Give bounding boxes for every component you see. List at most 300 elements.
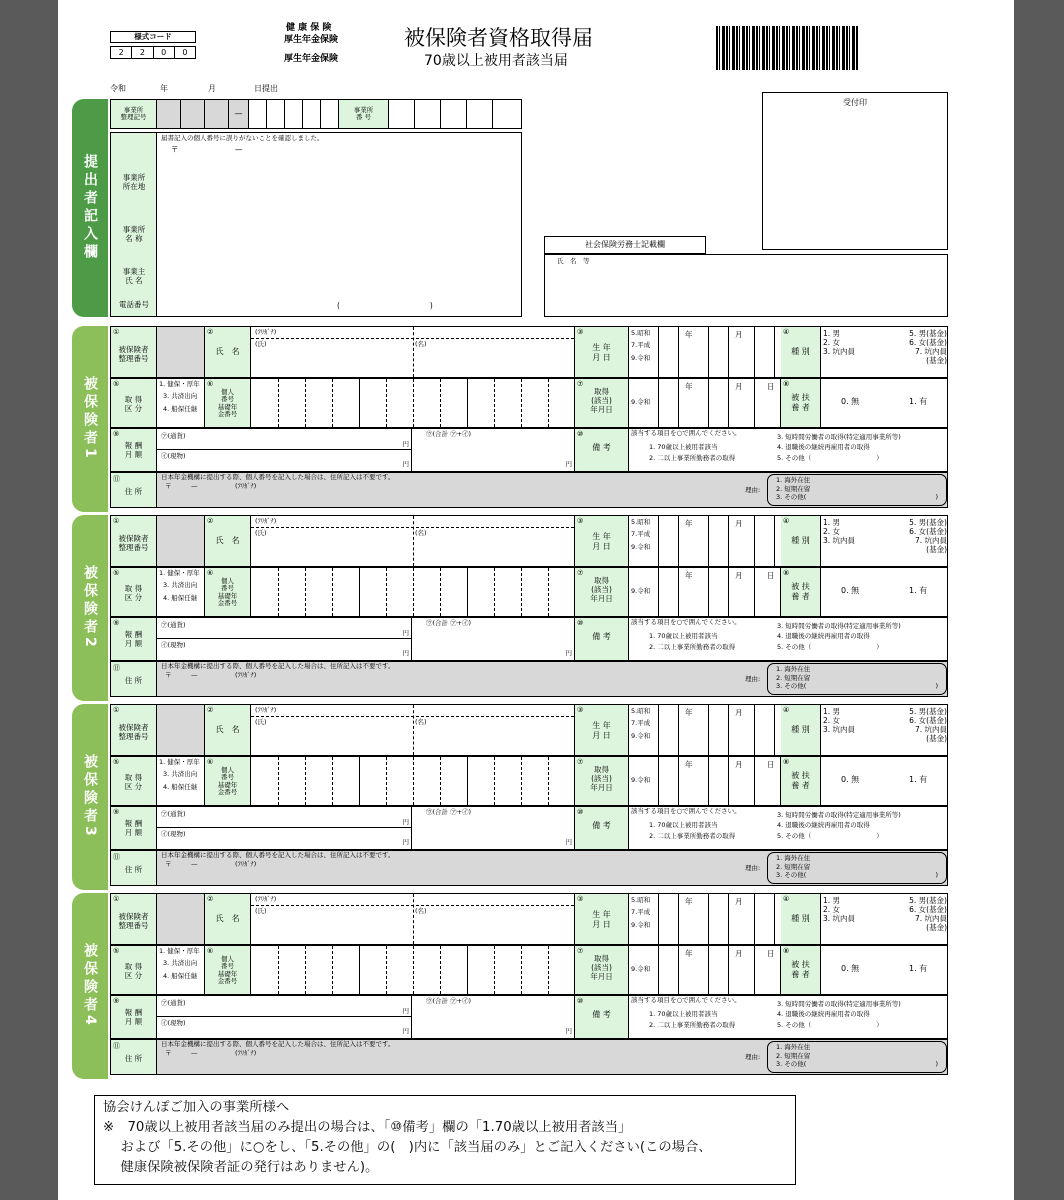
year-unit: 年 (685, 382, 693, 391)
wage-total-input[interactable] (411, 429, 575, 471)
stamp-box (762, 92, 948, 250)
remarks-option[interactable]: 2. 二以上事業所勤務者の取得 (649, 832, 736, 840)
field-number: ⑧ (783, 569, 790, 577)
type-option[interactable]: 6. 女(基金) (909, 716, 947, 725)
notice-line: および「5.その他」に○をし、「5.その他」の( )内に「該当届のみ」とご記入ください(この場合、 (103, 1139, 712, 1155)
type-option-suffix: (基金) (926, 356, 947, 365)
wage-currency-label: ㋐(通貨) (161, 432, 186, 440)
acq-option[interactable]: 4. 船保任継 (163, 593, 198, 602)
type-option[interactable]: 7. 坑内員 (914, 914, 947, 923)
insured-row-3 (110, 428, 948, 472)
address-label: 住 所 (124, 676, 143, 685)
wage-total-label: ㋒(合計 ㋐+㋑) (426, 430, 472, 438)
remarks-option[interactable]: 1. 70歳以上被用者該当 (649, 821, 718, 829)
type-option[interactable]: 5. 男(基金) (909, 896, 947, 905)
field-number: ④ (783, 895, 790, 903)
remarks-option[interactable]: 3. 短時間労働者の取得(特定適用事業所等) (777, 433, 901, 441)
acq-option[interactable]: 1. 健保・厚年 (159, 569, 200, 577)
type-option[interactable]: 1. 男 (823, 518, 841, 527)
sharoushi-box[interactable] (544, 254, 948, 317)
acq-option[interactable]: 3. 共済出向 (163, 959, 198, 968)
birth-label: 生 年 月 日 (592, 910, 611, 929)
month-unit: 月 (735, 760, 743, 769)
field-number: ⑨ (113, 997, 120, 1005)
insured-side-label: 被保険者2 (72, 515, 108, 701)
insured-no-input[interactable] (157, 705, 205, 755)
phone-label: 電話番号 (119, 300, 149, 309)
type-option[interactable]: 1. 男 (823, 329, 841, 338)
acq-option[interactable]: 1. 健保・厚年 (159, 758, 200, 766)
field-number: ⑪ (113, 1042, 120, 1050)
field-number: ⑪ (113, 475, 120, 483)
office-no-input[interactable] (415, 100, 441, 128)
insured-side-label: 被保険者4 (72, 893, 108, 1079)
field-number: ⑨ (113, 619, 120, 627)
name-input[interactable] (251, 327, 575, 377)
insured-row-2 (110, 567, 948, 617)
era-option[interactable]: 9.令和 (631, 731, 651, 740)
insurance-type-2: 厚生年金保険 (284, 35, 339, 45)
remarks-option[interactable]: 4. 退職後の継続再雇用者の取得 (777, 443, 870, 451)
wage-currency-label: ㋐(通貨) (161, 621, 186, 629)
field-number: ④ (783, 706, 790, 714)
digit-separator (413, 946, 414, 994)
type-option[interactable]: 7. 坑内員 (914, 536, 947, 545)
field-number: ④ (783, 517, 790, 525)
insured-no-label: 被保険者 整理番号 (118, 534, 149, 552)
acq-type-options[interactable] (157, 379, 205, 427)
era-option[interactable]: 7.平成 (631, 908, 651, 917)
acq-type-label: 取 得 区 分 (124, 584, 143, 602)
reason-options[interactable] (767, 852, 947, 884)
yen-unit: 円 (402, 629, 409, 637)
era-option[interactable]: 7.平成 (631, 530, 651, 539)
surname-label: (氏) (255, 340, 267, 348)
digit-separator (467, 568, 468, 616)
era-option[interactable]: 5.昭和 (631, 707, 651, 715)
yen-unit: 円 (402, 1027, 409, 1035)
remarks-option[interactable]: 2. 二以上事業所勤務者の取得 (649, 643, 736, 651)
era-option[interactable]: 9.令和 (631, 965, 651, 973)
acq-type-options[interactable] (157, 757, 205, 805)
insured-block (58, 326, 1014, 512)
mynumber-input[interactable] (251, 379, 575, 427)
remarks-option[interactable]: 5. その他（ ） (777, 832, 883, 840)
remarks-label: 備 考 (592, 821, 611, 830)
acq-option[interactable]: 1. 健保・厚年 (159, 380, 200, 388)
acq-date-label: 取得 (該当) 年月日 (590, 765, 613, 792)
acq-type-options[interactable] (157, 568, 205, 616)
field-number: ② (207, 328, 214, 336)
type-option[interactable]: 2. 女 (823, 527, 841, 536)
field-number: ③ (577, 328, 584, 336)
remarks-option[interactable]: 4. 退職後の継続再雇用者の取得 (777, 632, 870, 640)
reason-options[interactable] (767, 474, 947, 506)
reason-label: 理由: (745, 675, 761, 683)
day-unit: 日 (767, 571, 775, 580)
reason-option[interactable]: 1. 海外在住 (776, 476, 811, 484)
type-option[interactable]: 6. 女(基金) (909, 905, 947, 914)
acq-type-label: 取 得 区 分 (124, 962, 143, 980)
reason-label: 理由: (745, 864, 761, 872)
insured-no-input[interactable] (157, 516, 205, 566)
date-year: 年 (160, 84, 168, 93)
remarks-option[interactable]: 3. 短時間労働者の取得(特定適用事業所等) (777, 622, 901, 630)
acq-option[interactable]: 3. 共済出向 (163, 392, 198, 401)
wage-label: 報 酬 月 額 (124, 1008, 143, 1026)
furigana-label: (ﾌﾘｶﾞﾅ) (255, 895, 277, 903)
field-number: ⑤ (113, 380, 120, 388)
insured-row-4 (110, 850, 948, 886)
remarks-option[interactable]: 5. その他（ ） (777, 1021, 883, 1029)
digit-separator (386, 379, 387, 427)
mynumber-input[interactable] (251, 946, 575, 994)
remarks-option[interactable]: 4. 退職後の継続再雇用者の取得 (777, 821, 870, 829)
remarks-options[interactable] (631, 618, 947, 651)
type-options[interactable] (823, 896, 947, 932)
name-label: 氏 名 (215, 914, 240, 923)
office-code-label: 事業所 整理記号 (111, 100, 157, 128)
digit-separator (332, 379, 333, 427)
digit-separator (332, 568, 333, 616)
remarks-option[interactable]: 3. 短時間労働者の取得(特定適用事業所等) (777, 811, 901, 819)
birth-label: 生 年 月 日 (592, 532, 611, 551)
reason-option[interactable]: 2. 短期在留 (776, 485, 811, 494)
reason-option[interactable]: 3. その他( (776, 870, 807, 879)
digit-separator (467, 946, 468, 994)
reason-option[interactable]: 1. 海外在住 (776, 854, 811, 862)
digit-separator (548, 568, 549, 616)
address-input[interactable] (159, 680, 745, 696)
mynumber-label: 個人 番号 (221, 388, 234, 404)
insured-side-label: 被保険者3 (72, 704, 108, 890)
type-option[interactable]: 6. 女(基金) (909, 338, 947, 347)
reason-option[interactable]: 1. 海外在住 (776, 1043, 811, 1051)
wage-kind-label: ㋑(現物) (161, 641, 186, 649)
acq-option[interactable]: 4. 船保任継 (163, 971, 198, 980)
acq-date-label: 取得 (該当) 年月日 (590, 576, 613, 603)
field-number: ⑧ (783, 758, 790, 766)
field-number: ⑩ (577, 808, 584, 816)
wage-total-input[interactable] (411, 618, 575, 660)
name-label: 氏 名 (215, 536, 240, 545)
insured-row-1 (110, 515, 948, 567)
address-input[interactable] (159, 491, 745, 507)
dependent-option-yes[interactable]: 1. 有 (909, 586, 928, 595)
confirm-text: 届書記入の個人番号に誤りがないことを確認しました。 (161, 134, 324, 142)
remarks-option[interactable]: 2. 二以上事業所勤務者の取得 (649, 1021, 736, 1029)
office-no-input[interactable] (467, 100, 493, 128)
type-option[interactable]: 3. 坑内員 (823, 914, 856, 923)
era-option[interactable]: 9.令和 (631, 776, 651, 784)
yen-unit: 円 (565, 460, 572, 468)
wage-input[interactable] (157, 618, 411, 660)
acq-date-label: 取得 (該当) 年月日 (590, 387, 613, 414)
type-option[interactable]: 1. 男 (823, 707, 841, 716)
address-label: 住 所 (124, 865, 143, 874)
field-number: ⑩ (577, 430, 584, 438)
yen-unit: 円 (565, 649, 572, 657)
insured-row-2 (110, 945, 948, 995)
remarks-option[interactable]: 1. 70歳以上被用者該当 (649, 443, 718, 451)
type-option[interactable]: 2. 女 (823, 905, 841, 914)
field-number: ⑤ (113, 758, 120, 766)
office-code-input[interactable] (303, 100, 321, 128)
field-number: ③ (577, 517, 584, 525)
type-options[interactable] (823, 707, 947, 743)
type-label: 種 別 (791, 536, 810, 545)
address-postal: 〒 — (165, 671, 198, 679)
remarks-options[interactable] (631, 429, 947, 462)
digit-separator (440, 946, 441, 994)
address-note: 日本年金機構に提出する際、個人番号を記入した場合は、住所記入は不要です。 (161, 473, 395, 481)
reason-option[interactable]: 1. 海外在住 (776, 665, 811, 673)
dependent-option-yes[interactable]: 1. 有 (909, 964, 928, 973)
type-option[interactable]: 3. 坑内員 (823, 536, 856, 545)
name-label: 氏 名 (215, 725, 240, 734)
dependent-option-no[interactable]: 0. 無 (841, 775, 860, 784)
month-unit: 月 (735, 949, 743, 958)
type-options[interactable] (823, 518, 947, 554)
era-option[interactable]: 9.令和 (631, 353, 651, 362)
acq-type-options[interactable] (157, 946, 205, 994)
digit-separator (359, 757, 360, 805)
day-unit: 日 (767, 760, 775, 769)
acq-option[interactable]: 1. 健保・厚年 (159, 947, 200, 955)
digit-separator (467, 757, 468, 805)
furigana-label: (ﾌﾘｶﾞﾅ) (255, 517, 277, 525)
field-number: ⑪ (113, 853, 120, 861)
remarks-label: 備 考 (592, 1010, 611, 1019)
insured-no-input[interactable] (157, 327, 205, 377)
field-number: ⑦ (577, 569, 584, 577)
name-input[interactable] (251, 705, 575, 755)
type-option-suffix: (基金) (926, 734, 947, 743)
digit-separator (386, 568, 387, 616)
furigana-label: (ﾌﾘｶﾞﾅ) (255, 328, 277, 336)
acq-option[interactable]: 4. 船保任継 (163, 404, 198, 413)
reason-options[interactable] (767, 1041, 947, 1073)
insured-row-2 (110, 378, 948, 428)
wage-total-input[interactable] (411, 996, 575, 1038)
digit-separator (548, 757, 549, 805)
field-number: ⑦ (577, 947, 584, 955)
mynumber-input[interactable] (251, 757, 575, 805)
era-option[interactable]: 9.令和 (631, 587, 651, 595)
code-digit: 2 (111, 47, 132, 58)
mynumber-label: 個人 番号 (221, 577, 234, 593)
dependent-option-no[interactable]: 0. 無 (841, 964, 860, 973)
era-option[interactable]: 5.昭和 (631, 896, 651, 904)
reason-label: 理由: (745, 486, 761, 494)
wage-total-label: ㋒(合計 ㋐+㋑) (426, 997, 472, 1005)
dependent-option-yes[interactable]: 1. 有 (909, 775, 928, 784)
reason-option[interactable]: 2. 短期在留 (776, 674, 811, 683)
digit-separator (494, 568, 495, 616)
acq-type-label: 取 得 区 分 (124, 395, 143, 413)
era-option[interactable]: 5.昭和 (631, 329, 651, 337)
era-option[interactable]: 9.令和 (631, 920, 651, 929)
type-option[interactable]: 6. 女(基金) (909, 527, 947, 536)
field-number: ④ (783, 328, 790, 336)
acq-option[interactable]: 3. 共済出向 (163, 770, 198, 779)
era-option[interactable]: 9.令和 (631, 542, 651, 551)
office-code-input[interactable] (267, 100, 285, 128)
field-number: ⑥ (207, 947, 214, 955)
type-option[interactable]: 7. 坑内員 (914, 725, 947, 734)
era-option[interactable]: 9.令和 (631, 398, 651, 406)
pension-no-label: 基礎年 金番号 (217, 591, 238, 608)
office-code-input[interactable] (249, 100, 267, 128)
year-unit: 年 (685, 897, 693, 906)
office-info-box (110, 132, 522, 317)
insured-row-1 (110, 326, 948, 378)
digit-separator (305, 379, 306, 427)
pension-no-label: 基礎年 金番号 (217, 969, 238, 986)
office-code-row (110, 99, 522, 129)
wage-total-input[interactable] (411, 807, 575, 849)
reason-option[interactable]: 3. その他( (776, 681, 807, 690)
month-unit: 月 (735, 382, 743, 391)
insured-row-4 (110, 472, 948, 508)
digit-separator (521, 946, 522, 994)
remarks-option[interactable]: 5. その他（ ） (777, 454, 883, 462)
wage-label: 報 酬 月 額 (124, 441, 143, 459)
form-subtitle: 70歳以上被用者該当届 (424, 53, 568, 69)
remarks-option[interactable]: 2. 二以上事業所勤務者の取得 (649, 454, 736, 462)
office-code-input[interactable] (285, 100, 303, 128)
code-digit: 2 (132, 47, 153, 58)
yen-unit: 円 (402, 818, 409, 826)
field-number: ⑨ (113, 430, 120, 438)
type-option[interactable]: 3. 坑内員 (823, 725, 856, 734)
acq-date-label: 取得 (該当) 年月日 (590, 954, 613, 981)
digit-separator (359, 379, 360, 427)
wage-total-label: ㋒(合計 ㋐+㋑) (426, 619, 472, 627)
reason-option[interactable]: 3. その他( (776, 492, 807, 501)
era-option[interactable]: 7.平成 (631, 719, 651, 728)
address-note: 日本年金機構に提出する際、個人番号を記入した場合は、住所記入は不要です。 (161, 1040, 395, 1048)
dependent-option-yes[interactable]: 1. 有 (909, 397, 928, 406)
insurance-type-1: 健 康 保 険 (286, 23, 332, 33)
address-input[interactable] (159, 869, 745, 885)
type-label: 種 別 (791, 347, 810, 356)
office-code-input[interactable] (321, 100, 339, 128)
field-number: ⑥ (207, 758, 214, 766)
field-number: ③ (577, 895, 584, 903)
mynumber-label: 個人 番号 (221, 955, 234, 971)
reason-option[interactable]: 2. 短期在留 (776, 863, 811, 872)
given-name-label: (名) (415, 907, 427, 915)
wage-input[interactable] (157, 807, 411, 849)
acq-option[interactable]: 4. 船保任継 (163, 782, 198, 791)
address-furigana: (ﾌﾘｶﾞﾅ) (235, 671, 257, 679)
wage-label: 報 酬 月 額 (124, 630, 143, 648)
submitter-side-label: 提出者記入欄 (72, 99, 108, 317)
type-option[interactable]: 5. 男(基金) (909, 329, 947, 338)
wage-input[interactable] (157, 996, 411, 1038)
insured-no-input[interactable] (157, 894, 205, 944)
digit-separator (440, 757, 441, 805)
field-number: ⑦ (577, 758, 584, 766)
remarks-option[interactable]: 1. 70歳以上被用者該当 (649, 1010, 718, 1018)
remarks-options[interactable] (631, 996, 947, 1029)
field-number: ① (113, 706, 120, 714)
name-input[interactable] (251, 894, 575, 944)
type-option[interactable]: 5. 男(基金) (909, 518, 947, 527)
name-input[interactable] (251, 516, 575, 566)
phone-input[interactable]: ( ) (337, 301, 433, 310)
field-number: ① (113, 517, 120, 525)
digit-separator (494, 757, 495, 805)
era-option[interactable]: 7.平成 (631, 341, 651, 350)
dependent-label: 被 扶 養 者 (791, 582, 810, 601)
office-no-input[interactable] (389, 100, 415, 128)
month-unit: 月 (735, 330, 743, 339)
code-digit: 0 (154, 47, 175, 58)
acq-option[interactable]: 3. 共済出向 (163, 581, 198, 590)
field-number: ⑧ (783, 380, 790, 388)
dependent-option-no[interactable]: 0. 無 (841, 397, 860, 406)
reason-option[interactable]: 2. 短期在留 (776, 1052, 811, 1061)
digit-separator (467, 379, 468, 427)
office-no-input[interactable] (441, 100, 467, 128)
insured-row-4 (110, 661, 948, 697)
type-option[interactable]: 2. 女 (823, 338, 841, 347)
date-day: 日提出 (254, 84, 278, 93)
digit-separator (278, 568, 279, 616)
field-number: ① (113, 895, 120, 903)
address-input[interactable] (159, 1058, 745, 1074)
address-postal: 〒 — (165, 482, 198, 490)
remarks-option[interactable]: 4. 退職後の継続再雇用者の取得 (777, 1010, 870, 1018)
barcode-icon (716, 26, 858, 70)
type-option[interactable]: 2. 女 (823, 716, 841, 725)
type-option[interactable]: 7. 坑内員 (914, 347, 947, 356)
reason-option[interactable]: 3. その他( (776, 1059, 807, 1068)
type-option[interactable]: 1. 男 (823, 896, 841, 905)
reason-paren: ) (935, 681, 938, 690)
digit-separator (332, 946, 333, 994)
dependent-label: 被 扶 養 者 (791, 393, 810, 412)
remarks-option[interactable]: 3. 短時間労働者の取得(特定適用事業所等) (777, 1000, 901, 1008)
stamp-label: 受付印 (843, 98, 867, 107)
yen-unit: 円 (402, 838, 409, 846)
pension-no-label: 基礎年 金番号 (217, 402, 238, 419)
wage-input[interactable] (157, 429, 411, 471)
type-option[interactable]: 5. 男(基金) (909, 707, 947, 716)
office-address-input[interactable] (159, 151, 519, 301)
dependent-option-no[interactable]: 0. 無 (841, 586, 860, 595)
code-digit: 0 (182, 47, 188, 57)
remarks-option[interactable]: 1. 70歳以上被用者該当 (649, 632, 718, 640)
remarks-option[interactable]: 5. その他（ ） (777, 643, 883, 651)
type-label: 種 別 (791, 725, 810, 734)
insured-row-4 (110, 1039, 948, 1075)
mynumber-input[interactable] (251, 568, 575, 616)
type-option-suffix: (基金) (926, 545, 947, 554)
era-option[interactable]: 5.昭和 (631, 518, 651, 526)
given-name-label: (名) (415, 529, 427, 537)
type-options[interactable] (823, 329, 947, 365)
remarks-options[interactable] (631, 807, 947, 840)
reason-options[interactable] (767, 663, 947, 695)
remarks-label: 備 考 (592, 443, 611, 452)
type-option[interactable]: 3. 坑内員 (823, 347, 856, 356)
yen-unit: 円 (402, 460, 409, 468)
name-label: 氏 名 (215, 347, 240, 356)
field-number: ⑤ (113, 569, 120, 577)
